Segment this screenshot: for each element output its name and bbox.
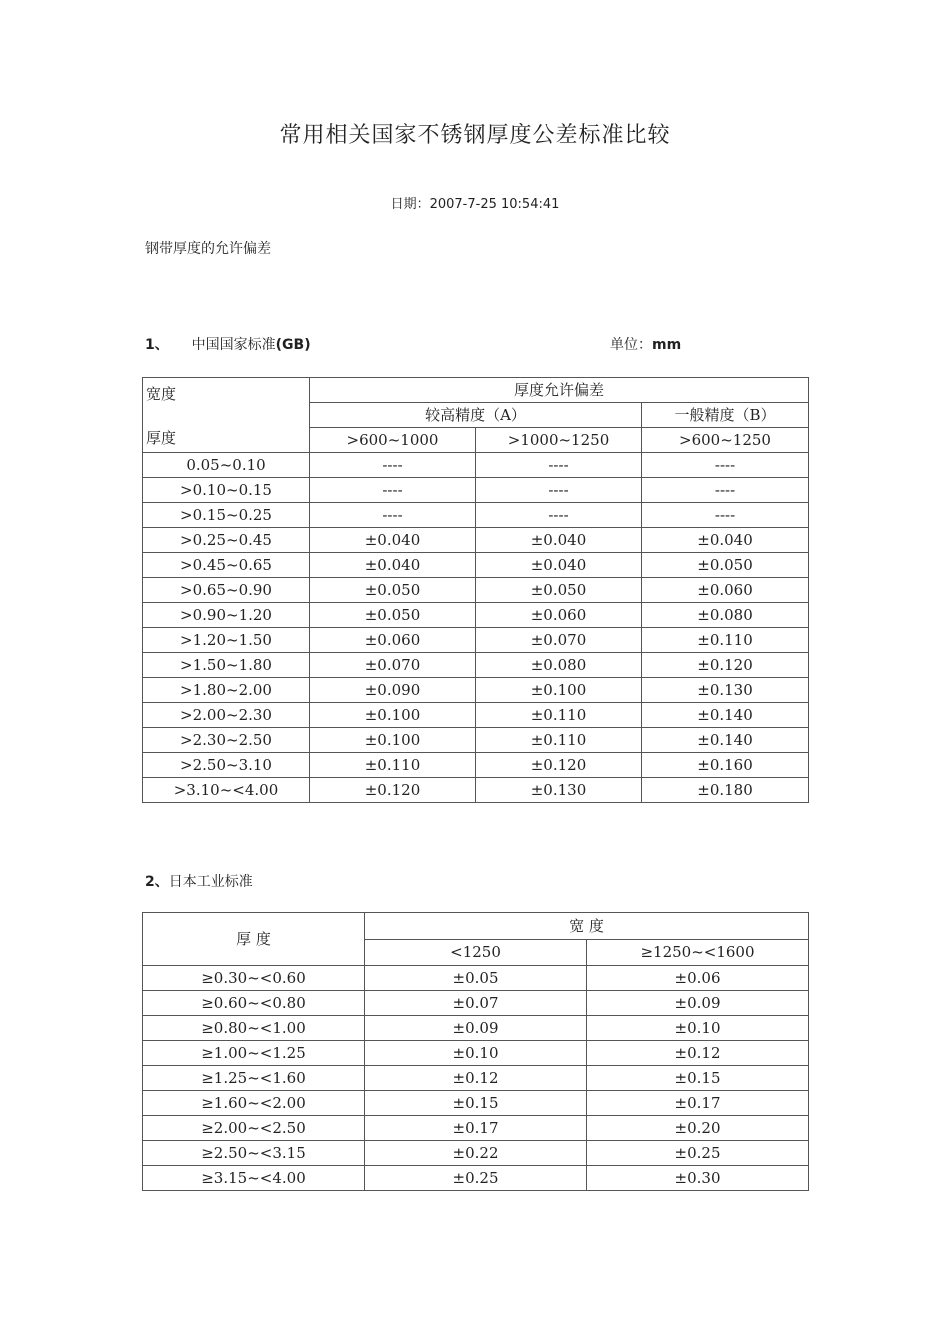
tolerance-cell: ±0.15 [587,1066,809,1091]
table-row [143,728,809,753]
section2-number: 2、 [145,874,169,890]
tolerance-cell: ±0.09 [587,991,809,1016]
precision-b-header: 一般精度（B） [642,403,809,428]
tolerance-cell: ±0.050 [310,578,476,603]
table-row [143,528,809,553]
tolerance-cell: ±0.050 [642,553,809,578]
thickness-range-cell: >2.30~2.50 [143,728,310,753]
table-row [143,553,809,578]
table-row [143,603,809,628]
thickness-range-cell: >0.45~0.65 [143,553,310,578]
tolerance-cell: ±0.05 [365,966,587,991]
tolerance-cell: ±0.130 [476,778,642,803]
corner-thickness-label: 厚度 [146,429,177,447]
tolerance-cell: ---- [476,453,642,478]
table-row [143,453,809,478]
section1-heading [145,334,311,354]
tolerance-cell: ±0.180 [642,778,809,803]
tolerance-cell: ---- [476,478,642,503]
tolerance-cell: ±0.100 [310,703,476,728]
corner-width-label: 宽度 [146,385,177,403]
tolerance-cell: ±0.140 [642,703,809,728]
tolerance-cell: ±0.110 [476,703,642,728]
tolerance-cell: ±0.120 [476,753,642,778]
table-row [143,1041,809,1066]
thickness-range-cell: >3.10~<4.00 [143,778,310,803]
tolerance-cell: ±0.140 [642,728,809,753]
section1-label: 中国国家标准 [191,337,276,353]
thickness-range-cell: >0.10~0.15 [143,478,310,503]
tolerance-cell: ±0.100 [476,678,642,703]
tolerance-cell: ±0.060 [476,603,642,628]
thickness-range-cell: >0.90~1.20 [143,603,310,628]
tolerance-cell: ±0.22 [365,1141,587,1166]
tolerance-cell: ---- [310,503,476,528]
tolerance-cell: ±0.25 [587,1141,809,1166]
thickness-range-cell: ≥0.80~<1.00 [143,1016,365,1041]
thickness-range-cell: ≥1.00~<1.25 [143,1041,365,1066]
unit-label-text: 单位： [610,337,652,353]
tolerance-cell: ±0.07 [365,991,587,1016]
unit-value: mm [652,337,682,353]
table-row [143,678,809,703]
tolerance-cell: ±0.110 [476,728,642,753]
thickness-range-cell: >0.15~0.25 [143,503,310,528]
table-row [143,991,809,1016]
table-row [143,1016,809,1041]
tolerance-cell: ±0.120 [642,653,809,678]
thickness-range-cell: ≥0.30~<0.60 [143,966,365,991]
thickness-range-cell: ≥3.15~<4.00 [143,1166,365,1191]
thickness-range-cell: ≥1.25~<1.60 [143,1066,365,1091]
tolerance-cell: ---- [642,478,809,503]
date-line: 日期：2007-7-25 10:54:41 [390,197,560,212]
tolerance-cell: ±0.17 [587,1091,809,1116]
table-row [143,578,809,603]
precision-a-header: 较高精度（A） [310,403,642,428]
tolerance-cell: ±0.09 [365,1016,587,1041]
thickness-range-cell: ≥2.50~<3.15 [143,1141,365,1166]
table-row [143,1141,809,1166]
thickness-range-cell: >1.80~2.00 [143,678,310,703]
table-row [143,778,809,803]
table-row [143,1091,809,1116]
tolerance-cell: ±0.10 [587,1016,809,1041]
thickness-range-cell: 0.05~0.10 [143,453,310,478]
width-col-header: >600~1250 [642,428,809,453]
table-row [143,753,809,778]
unit-label [610,334,681,354]
tolerance-cell: ±0.040 [310,528,476,553]
tolerance-cell: ±0.080 [476,653,642,678]
width-col-header: <1250 [365,939,587,966]
thickness-range-cell: >0.25~0.45 [143,528,310,553]
width-header: 宽 度 [365,913,809,940]
tolerance-cell: ±0.050 [476,578,642,603]
subheading: 钢带厚度的允许偏差 [145,241,271,257]
table-row [143,503,809,528]
section2-heading [145,871,253,891]
table-row [143,703,809,728]
tolerance-cell: ±0.070 [310,653,476,678]
page-title: 常用相关国家不锈钢厚度公差标准比较 [279,123,671,148]
thickness-range-cell: >2.50~3.10 [143,753,310,778]
tolerance-cell: ±0.080 [642,603,809,628]
tolerance-cell: ±0.040 [476,528,642,553]
thickness-range-cell: >0.65~0.90 [143,578,310,603]
tolerance-cell: ---- [642,453,809,478]
section1-number: 1、 [145,337,169,353]
tolerance-cell: ±0.130 [642,678,809,703]
tolerance-cell: ---- [310,453,476,478]
tolerance-cell: ±0.070 [476,628,642,653]
thickness-range-cell: >2.00~2.30 [143,703,310,728]
tolerance-cell: ±0.120 [310,778,476,803]
tolerance-cell: ---- [310,478,476,503]
tolerance-cell: ±0.20 [587,1116,809,1141]
table-row [143,966,809,991]
thickness-range-cell: ≥2.00~<2.50 [143,1116,365,1141]
thickness-range-cell: >1.50~1.80 [143,653,310,678]
table-row [143,628,809,653]
group-header: 厚度允许偏差 [310,378,809,403]
tolerance-cell: ±0.090 [310,678,476,703]
table-row [143,1166,809,1191]
tolerance-cell: ±0.06 [587,966,809,991]
width-col-header: >1000~1250 [476,428,642,453]
tolerance-cell: ±0.060 [310,628,476,653]
tolerance-cell: ±0.050 [310,603,476,628]
tolerance-cell: ±0.17 [365,1116,587,1141]
corner-cell [143,378,310,453]
tolerance-cell: ±0.30 [587,1166,809,1191]
tolerance-cell: ±0.15 [365,1091,587,1116]
width-col-header: ≥1250~<1600 [587,939,809,966]
tolerance-cell: ±0.12 [587,1041,809,1066]
tolerance-cell: ±0.040 [310,553,476,578]
tolerance-cell: ±0.040 [476,553,642,578]
table-row [143,1116,809,1141]
tolerance-cell: ±0.060 [642,578,809,603]
gb-tolerance-table [142,377,809,803]
tolerance-cell: ±0.110 [310,753,476,778]
tolerance-cell: ±0.10 [365,1041,587,1066]
table-row [143,478,809,503]
thickness-range-cell: >1.20~1.50 [143,628,310,653]
thickness-range-cell: ≥1.60~<2.00 [143,1091,365,1116]
tolerance-cell: ---- [476,503,642,528]
tolerance-cell: ---- [642,503,809,528]
width-col-header: >600~1000 [310,428,476,453]
section1-code: (GB) [275,337,311,353]
tolerance-cell: ±0.110 [642,628,809,653]
thickness-header: 厚 度 [143,913,365,966]
tolerance-cell: ±0.040 [642,528,809,553]
thickness-range-cell: ≥0.60~<0.80 [143,991,365,1016]
tolerance-cell: ±0.12 [365,1066,587,1091]
tolerance-cell: ±0.100 [310,728,476,753]
table-row [143,653,809,678]
tolerance-cell: ±0.25 [365,1166,587,1191]
jis-tolerance-table [142,912,809,1191]
section2-label: 日本工业标准 [168,874,253,890]
table-row [143,1066,809,1091]
tolerance-cell: ±0.160 [642,753,809,778]
